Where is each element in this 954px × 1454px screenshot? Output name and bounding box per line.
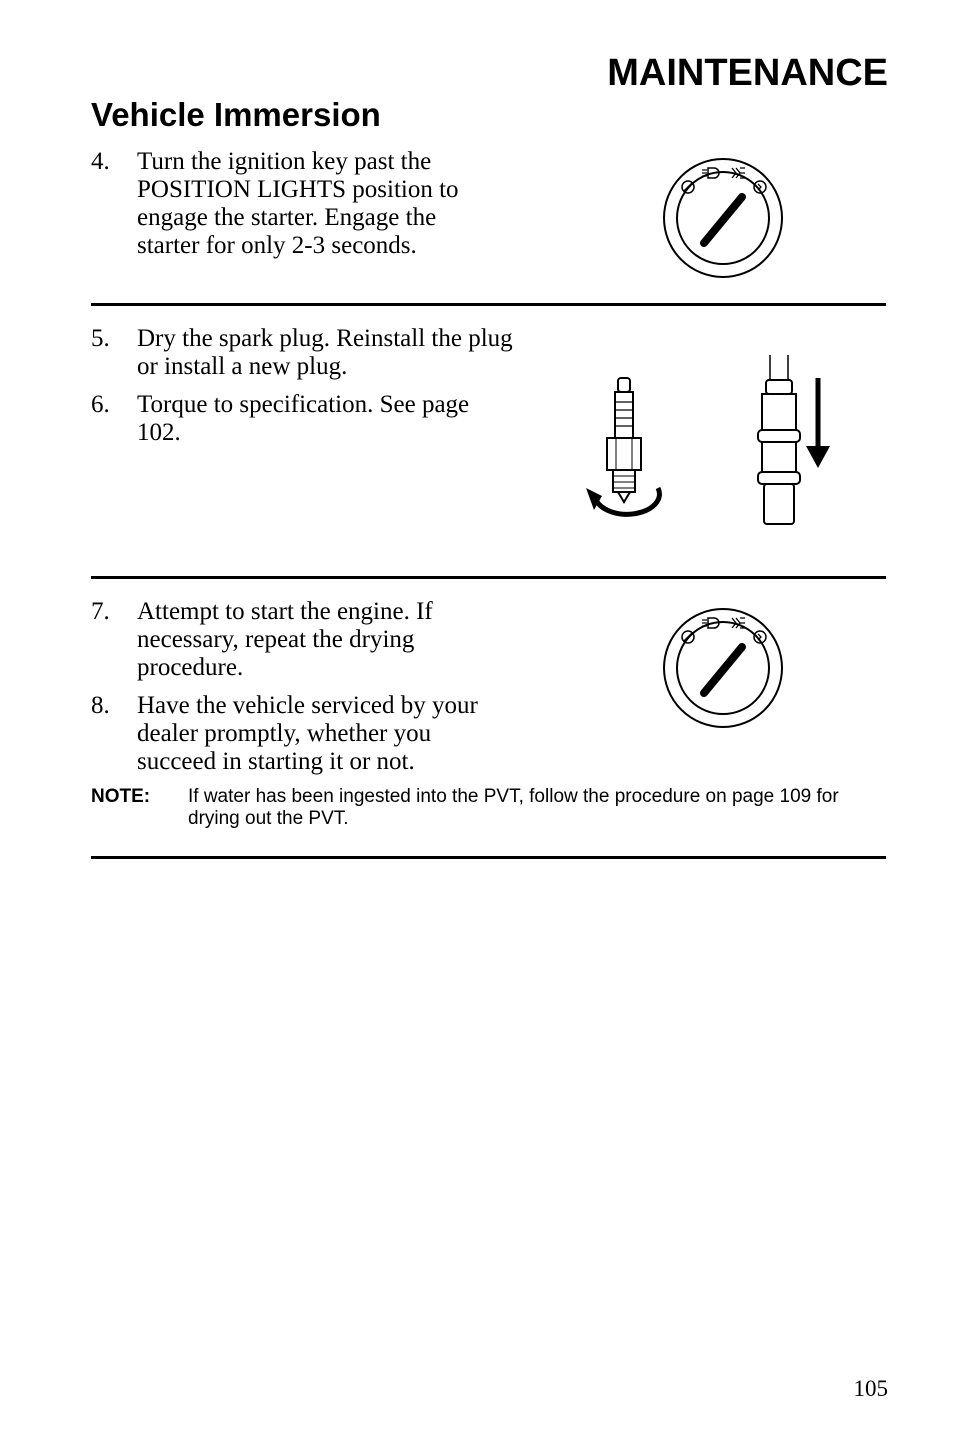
spark-plug-icon bbox=[580, 350, 840, 535]
step-6 bbox=[91, 391, 511, 447]
note-label: NOTE: bbox=[91, 786, 151, 807]
step-number: 6. bbox=[91, 391, 110, 418]
step-text: Attempt to start the engine. If necessary, repeat the drying procedure. bbox=[137, 598, 433, 681]
divider bbox=[91, 856, 886, 859]
step-text: Turn the ignition key past the POSITION LIGHTS position to engage the starter. Engage the starter for only 2-3 seconds. bbox=[137, 148, 459, 259]
ignition-switch-icon bbox=[660, 605, 786, 731]
step-text: Torque to specification. See page 102. bbox=[137, 391, 470, 446]
step-text: Dry the spark plug. Reinstall the plug or install a new plug. bbox=[137, 325, 513, 380]
divider bbox=[91, 303, 886, 306]
step-number: 8. bbox=[91, 692, 110, 719]
step-number: 4. bbox=[91, 148, 110, 175]
step-number: 7. bbox=[91, 598, 110, 625]
step-number: 5. bbox=[91, 325, 110, 352]
ignition-switch-icon bbox=[660, 155, 786, 281]
step-7 bbox=[91, 598, 511, 682]
step-5 bbox=[91, 325, 511, 381]
step-4 bbox=[91, 148, 511, 260]
step-text: Have the vehicle serviced by your dealer promptly, whether you succeed in starting it or not. bbox=[137, 692, 478, 775]
step-8 bbox=[91, 692, 511, 776]
divider bbox=[91, 576, 886, 579]
note-text: If water has been ingested into the PVT, follow the procedure on page 109 for drying out the PVT. bbox=[188, 786, 839, 829]
page-number: 105 bbox=[853, 1376, 888, 1401]
section-title: Vehicle Immersion bbox=[91, 96, 381, 133]
chapter-title: MAINTENANCE bbox=[607, 52, 888, 94]
note bbox=[91, 786, 891, 830]
